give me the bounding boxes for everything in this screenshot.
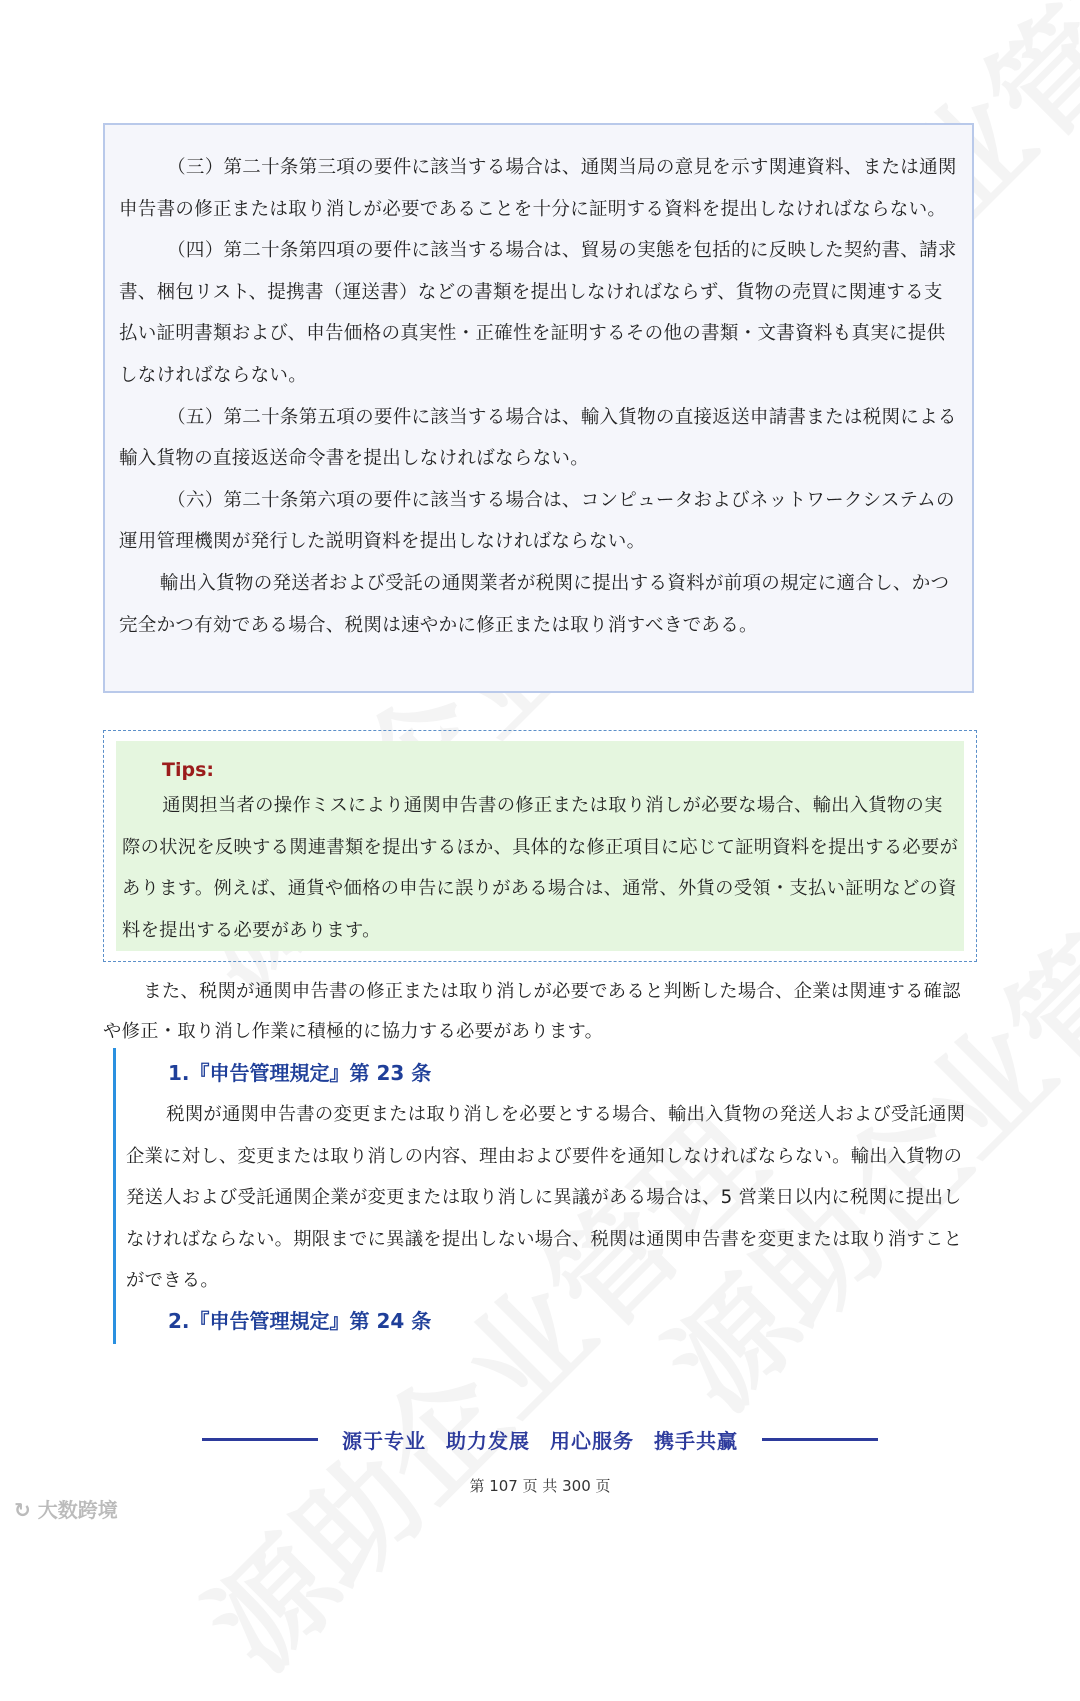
tips-box [103, 730, 977, 962]
page-number: 第 107 页 共 300 页 [469, 1477, 611, 1495]
logo-icon: ↻ [14, 1498, 31, 1522]
divider [762, 1438, 878, 1441]
article-body: 税関が通関申告書の変更または取り消しを必要とする場合、輸出入貨物の発送人および受託通関企業に対し、変更または取り消しの内容、理由および要件を通知しなければならない。輸出入貨物の発送人および受託通関企業が変更または取り消しに異議がある場合は、5 営業日以内に税関に提出しなければならない。期限までに異議を提出しない場合、税関は通関申告書を変更または取り消すことができる。 [126, 1104, 966, 1292]
logo-text: 大数跨境 [37, 1498, 118, 1522]
tips-title: Tips: [162, 759, 214, 781]
paragraph: （四）第二十条第四項の要件に該当する場合は、貿易の実態を包括的に反映した契約書、請求書、梱包リスト、提携書（運送書）などの書類を提出しなければならず、貨物の売買に関連する支払い証明書類および、申告価格の真実性・正確性を証明するその他の書類・文書資料も真実に提供しなければならない。 [119, 240, 957, 386]
article-title: 2.『申告管理規定』第 24 条 [168, 1308, 432, 1333]
article-title: 1.『申告管理規定』第 23 条 [168, 1061, 432, 1085]
article-section [113, 1048, 979, 1344]
body-section [103, 972, 977, 1052]
paragraph: また、税関が通関申告書の修正または取り消しが必要であると判断した場合、企業は関連する確認や修正・取り消し作業に積極的に協力する必要があります。 [103, 981, 961, 1042]
brand-logo [14, 1494, 118, 1523]
paragraph: （三）第二十条第三項の要件に該当する場合は、通関当局の意見を示す関連資料、または通関申告書の修正または取り消しが必要であることを十分に証明する資料を提出しなければならない。 [119, 157, 957, 220]
divider [202, 1438, 318, 1441]
slogan: 源于专业 助力发展 用心服务 携手共赢 [342, 1429, 738, 1453]
footer [0, 1425, 1080, 1454]
quoted-regulation-box [103, 123, 974, 693]
tips-body: 通関担当者の操作ミスにより通関申告書の修正または取り消しが必要な場合、輸出入貨物の実際の状況を反映する関連書類を提出するほか、具体的な修正項目に応じて証明資料を提出する必要があります。例えば、通貨や価格の申告に誤りがある場合は、通常、外貨の受領・支払い証明などの資料を提出する必要があります。 [122, 795, 959, 941]
tips-content [116, 741, 964, 951]
paragraph: （五）第二十条第五項の要件に該当する場合は、輸入貨物の直接返送申請書または税関による輸入貨物の直接返送命令書を提出しなければならない。 [119, 406, 957, 470]
paragraph: （六）第二十条第六項の要件に該当する場合は、コンピュータおよびネットワークシステムの運用管理機関が発行した説明資料を提出しなければならない。 [119, 489, 955, 553]
paragraph: 輸出入貨物の発送者および受託の通関業者が税関に提出する資料が前項の規定に適合し、かつ完全かつ有効である場合、税関は速やかに修正または取り消すべきである。 [119, 572, 950, 636]
